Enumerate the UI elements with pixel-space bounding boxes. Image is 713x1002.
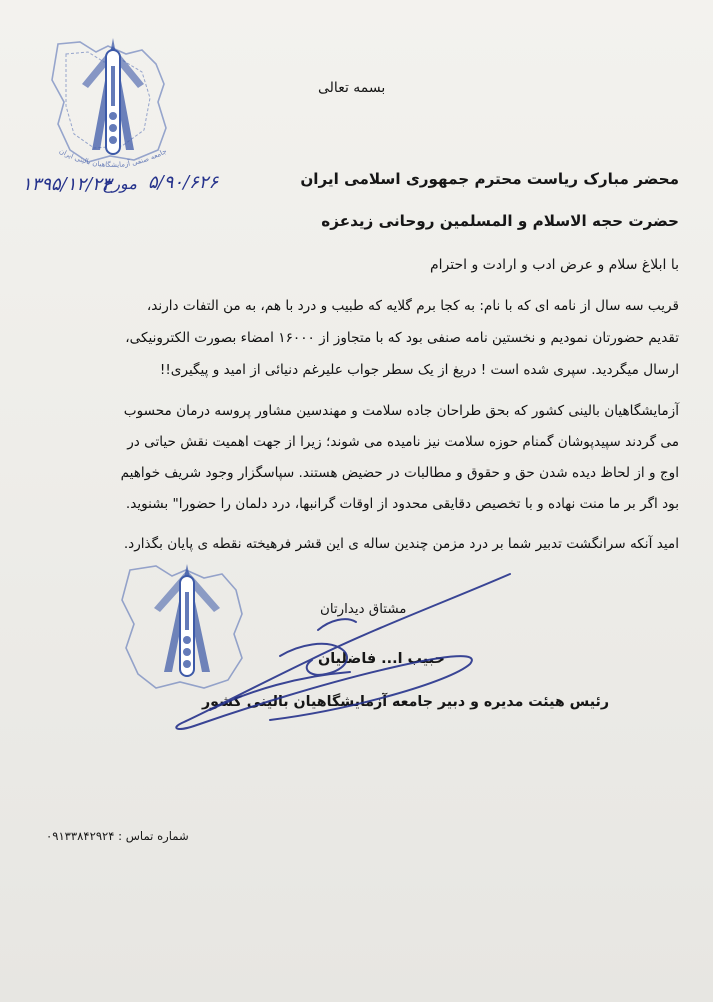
- paragraph-line: امید آنکه سرانگشت تدبیر شما بر درد مزمن چندین ساله ی این قشر فرهیخته نقطه ی پایان بگذارد.: [123, 536, 679, 552]
- stamp-ring-text: جامعه صنفی آزمایشگاهیان بالینی ایران: [57, 147, 169, 170]
- greeting-line: با ابلاغ سلام و عرض ادب و ارادت و احترام: [429, 257, 679, 273]
- contact-phone: شماره تماس : ۰۹۱۳۳۸۴۲۹۲۴: [46, 829, 189, 843]
- closing-line: مشتاق دیدارتان: [320, 602, 407, 617]
- handwritten-date-word: مورخ: [102, 174, 137, 193]
- association-stamp-top-icon: [38, 32, 188, 182]
- invocation-heading: بسمه تعالی: [318, 80, 386, 96]
- paragraph-line: تقدیم حضورتان نمودیم و نخستین نامه صنفی بود که با متجاوز از ۱۶۰۰۰ امضاء بصورت الکترونیکی،: [125, 330, 679, 346]
- paragraph-line: می گردند سپیدپوشان گمنام حوزه سلامت نیز نامیده می شوند؛ زیرا از جهت اهمیت نقش حیاتی در: [127, 434, 679, 450]
- paragraph-line: بود اگر بر ما منت نهاده و با تخصیص دقایقی محدود از اوقات گرانبها، درد دلمان را حضورا" بشنوید.: [125, 496, 679, 512]
- paragraph-line: اوج و از لحاظ دیده شدن حق و حقوق و مطالبات در حضیض هستند. سپاسگزار وجود شریف خواهیم: [120, 465, 679, 481]
- signatory-title: رئیس هیئت مدیره و دبیر جامعه آزمایشگاهیان بالینی کشور: [202, 694, 610, 710]
- handwritten-date: ۱۳۹۵/۱۲/۲۳: [22, 174, 112, 195]
- handwritten-reference-number: ۵/۹۰/۶۲۶: [148, 172, 219, 193]
- recipient-line-2: حضرت حجه الاسلام و المسلمین روحانی زیدعزه: [321, 212, 679, 230]
- paragraph-line: قریب سه سال از نامه ای که با نام: به کجا برم گلایه که طبیب و درد با هم، به من التفات دارند،: [146, 298, 679, 314]
- paragraph-line: ارسال میگردید. سپری شده است ! دریغ از یک سطر جواب علیرغم دنیائی از امید و پیگیری!!: [159, 362, 679, 378]
- signatory-name: حبیب ا... فاضلیان: [318, 651, 445, 667]
- handwritten-signature: [150, 560, 530, 740]
- paragraph-line: آزمایشگاهیان بالینی کشور که بحق طراحان جاده سلامت و مهندسین مشاور پروسه درمان محسوب: [123, 403, 679, 419]
- recipient-line-1: محضر مبارک ریاست محترم جمهوری اسلامی ایران: [300, 170, 679, 188]
